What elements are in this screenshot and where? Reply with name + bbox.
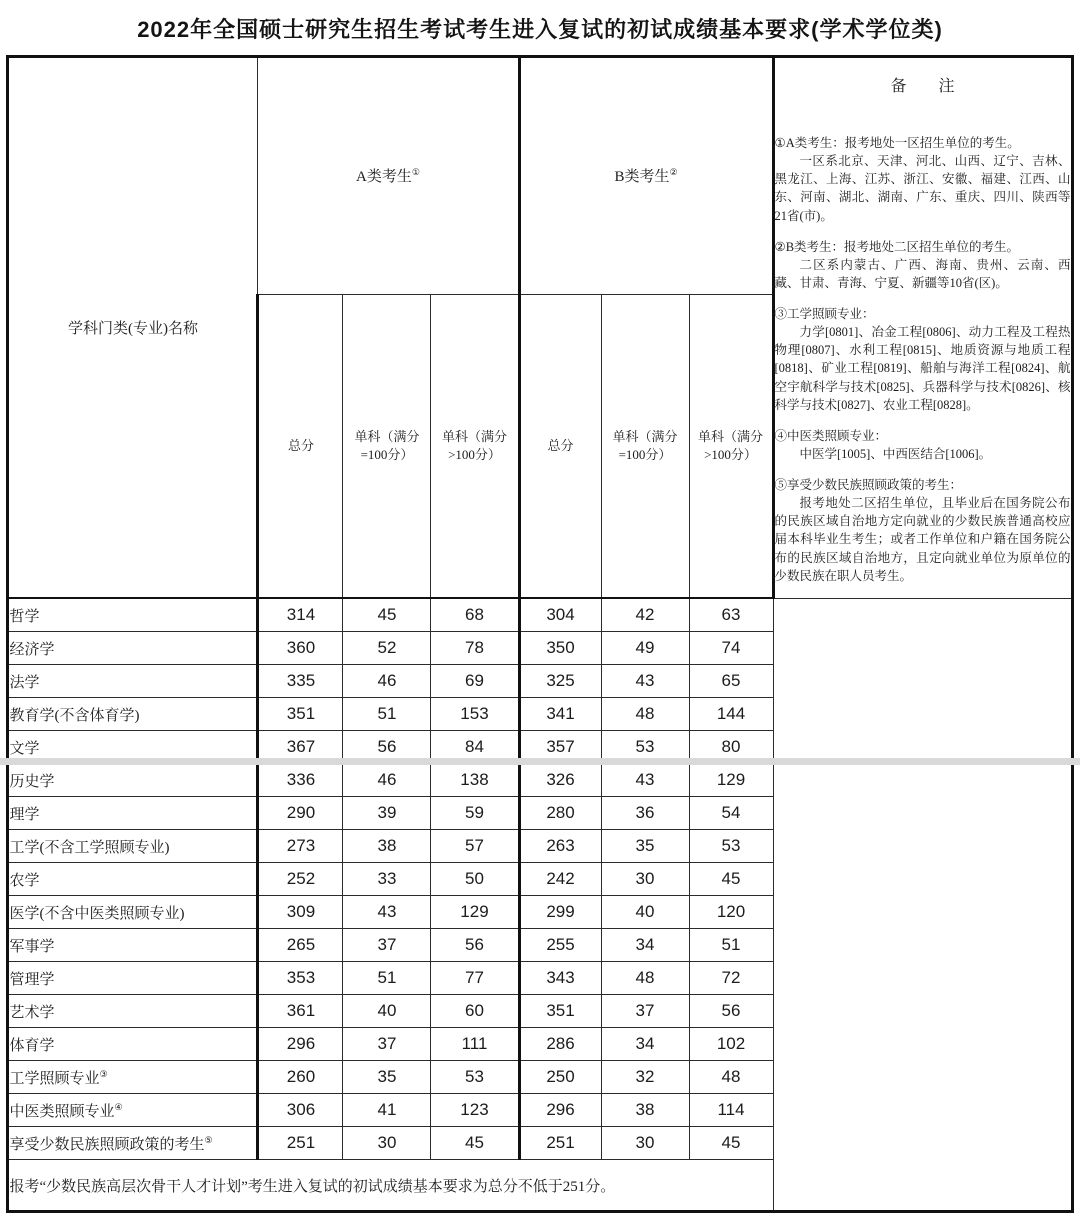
subject-name-cell xyxy=(8,863,258,896)
score-cell: 52 xyxy=(343,632,431,665)
score-cell: 38 xyxy=(343,830,431,863)
group-a-label: A类考生 xyxy=(356,169,412,186)
table-row xyxy=(8,1061,1072,1094)
score-cell: 49 xyxy=(601,632,689,665)
score-cell: 45 xyxy=(689,863,773,896)
sub-header-single-100-a: 单科（满分=100分） xyxy=(343,294,431,598)
score-cell: 51 xyxy=(689,929,773,962)
score-cell: 34 xyxy=(601,929,689,962)
score-cell: 32 xyxy=(601,1061,689,1094)
table-row xyxy=(8,1127,1072,1160)
score-cell: 120 xyxy=(689,896,773,929)
score-cell: 68 xyxy=(431,598,519,632)
score-cell: 251 xyxy=(258,1127,343,1160)
score-cell: 343 xyxy=(519,962,601,995)
score-cell: 69 xyxy=(431,665,519,698)
subject-name-cell xyxy=(8,1127,258,1160)
subject-name-cell xyxy=(8,764,258,797)
subject-name: 农学 xyxy=(9,872,40,889)
table-row xyxy=(8,698,1072,731)
table-row xyxy=(8,598,1072,632)
score-cell: 54 xyxy=(689,797,773,830)
table-row xyxy=(8,929,1072,962)
table-row xyxy=(8,830,1072,863)
score-cell: 43 xyxy=(601,764,689,797)
score-cell: 65 xyxy=(689,665,773,698)
subject-name: 历史学 xyxy=(9,773,55,790)
subject-name: 教育学(不含体育学) xyxy=(9,707,140,724)
score-cell: 296 xyxy=(258,1028,343,1061)
score-cell: 84 xyxy=(431,731,519,764)
score-cell: 43 xyxy=(343,896,431,929)
sub-header-single-over-100-a: 单科（满分>100分） xyxy=(431,294,519,598)
score-cell: 129 xyxy=(689,764,773,797)
score-cell: 314 xyxy=(258,598,343,632)
page-title: 2022年全国硕士研究生招生考试考生进入复试的初试成绩基本要求(学术学位类) xyxy=(137,17,943,42)
column-header-group-b xyxy=(519,57,773,295)
score-cell: 46 xyxy=(343,764,431,797)
table-row xyxy=(8,797,1072,830)
score-cell: 40 xyxy=(601,896,689,929)
score-cell: 251 xyxy=(519,1127,601,1160)
score-cell: 304 xyxy=(519,598,601,632)
score-cell: 357 xyxy=(519,731,601,764)
score-cell: 38 xyxy=(601,1094,689,1127)
score-cell: 144 xyxy=(689,698,773,731)
score-cell: 57 xyxy=(431,830,519,863)
subject-name-cell xyxy=(8,1094,258,1127)
subject-name: 享受少数民族照顾政策的考生 xyxy=(9,1136,205,1153)
score-cell: 296 xyxy=(519,1094,601,1127)
score-cell: 325 xyxy=(519,665,601,698)
score-cell: 265 xyxy=(258,929,343,962)
score-cell: 252 xyxy=(258,863,343,896)
score-cell: 290 xyxy=(258,797,343,830)
score-cell: 45 xyxy=(689,1127,773,1160)
score-cell: 72 xyxy=(689,962,773,995)
note-body: 报考地处二区招生单位，且毕业后在国务院公布的民族区域自治地方定向就业的少数民族普通高校应届本科毕业生考生；或者工作单位和户籍在国务院公布的民族区域自治地方，且定向就业单位为原单位的少数民族在职人员考生。 xyxy=(774,496,1071,583)
score-cell: 299 xyxy=(519,896,601,929)
score-cell: 53 xyxy=(431,1061,519,1094)
score-cell: 37 xyxy=(601,995,689,1028)
scan-edge-strip xyxy=(0,758,1080,765)
score-cell: 42 xyxy=(601,598,689,632)
score-cell: 153 xyxy=(431,698,519,731)
sub-header-single-100-b: 单科（满分=100分） xyxy=(601,294,689,598)
subject-name: 体育学 xyxy=(9,1037,55,1054)
table-row xyxy=(8,1094,1072,1127)
subject-name: 军事学 xyxy=(9,938,55,955)
subject-name-cell xyxy=(8,962,258,995)
score-cell: 30 xyxy=(343,1127,431,1160)
subject-name-cell xyxy=(8,598,258,632)
subject-name-cell xyxy=(8,929,258,962)
score-cell: 360 xyxy=(258,632,343,665)
score-cell: 306 xyxy=(258,1094,343,1127)
remarks-note xyxy=(775,476,1071,585)
score-cell: 35 xyxy=(343,1061,431,1094)
score-cell: 39 xyxy=(343,797,431,830)
header-row-groups xyxy=(8,57,1072,295)
score-cell: 53 xyxy=(689,830,773,863)
score-cell: 361 xyxy=(258,995,343,1028)
score-cell: 43 xyxy=(601,665,689,698)
table-row xyxy=(8,995,1072,1028)
score-cell: 123 xyxy=(431,1094,519,1127)
subject-name: 工学(不含工学照顾专业) xyxy=(9,839,170,856)
column-header-subject: 学科门类(专业)名称 xyxy=(8,57,258,599)
table-row xyxy=(8,632,1072,665)
subject-name-cell xyxy=(8,632,258,665)
subject-name: 工学照顾专业 xyxy=(9,1070,100,1087)
score-table xyxy=(6,55,1073,1213)
subject-name: 经济学 xyxy=(9,641,55,658)
note-body: 中医学[1005]、中西医结合[1006]。 xyxy=(799,446,992,461)
subject-name-cell xyxy=(8,698,258,731)
score-cell: 242 xyxy=(519,863,601,896)
score-cell: 53 xyxy=(601,731,689,764)
score-cell: 273 xyxy=(258,830,343,863)
table-footer-row xyxy=(8,1160,1072,1212)
subject-name-cell xyxy=(8,1061,258,1094)
score-cell: 280 xyxy=(519,797,601,830)
score-cell: 50 xyxy=(431,863,519,896)
note-body: 力学[0801]、冶金工程[0806]、动力工程及工程热物理[0807]、水利工程[0815]、地质资源与地质工程[0818]、矿业工程[0819]、船舶与海洋工程[0824]、航空宇航科学与技术[0825]、兵器科学与技术[0826]、核科学与技术[0827]、农业工程[0828]。 xyxy=(774,325,1071,412)
remarks-note xyxy=(775,427,1071,463)
score-cell: 40 xyxy=(343,995,431,1028)
table-row xyxy=(8,1028,1072,1061)
table-row xyxy=(8,863,1072,896)
note-head: ②B类考生：报考地处二区招生单位的考生。 xyxy=(774,239,1020,254)
subject-name: 理学 xyxy=(9,806,40,823)
score-cell: 30 xyxy=(601,863,689,896)
score-cell: 102 xyxy=(689,1028,773,1061)
note-body: 二区系内蒙古、广西、海南、贵州、云南、西藏、甘肃、青海、宁夏、新疆等10省(区)。 xyxy=(774,257,1071,290)
score-cell: 367 xyxy=(258,731,343,764)
score-cell: 45 xyxy=(431,1127,519,1160)
remarks-header: 备 注 xyxy=(890,78,955,95)
subject-name-cell xyxy=(8,797,258,830)
subject-name: 文学 xyxy=(9,740,40,757)
note-head: ⑤享受少数民族照顾政策的考生： xyxy=(774,478,963,492)
score-cell: 341 xyxy=(519,698,601,731)
score-cell: 129 xyxy=(431,896,519,929)
score-cell: 46 xyxy=(343,665,431,698)
score-cell: 37 xyxy=(343,929,431,962)
subject-name: 中医类照顾专业 xyxy=(9,1103,115,1120)
score-cell: 51 xyxy=(343,698,431,731)
score-cell: 250 xyxy=(519,1061,601,1094)
score-cell: 41 xyxy=(343,1094,431,1127)
score-cell: 56 xyxy=(431,929,519,962)
note-body: 一区系北京、天津、河北、山西、辽宁、吉林、黑龙江、上海、江苏、浙江、安徽、福建、江西、山东、河南、湖北、湖南、广东、重庆、四川、陕西等21省(市)。 xyxy=(774,154,1071,223)
subject-name: 哲学 xyxy=(9,608,40,625)
score-cell: 326 xyxy=(519,764,601,797)
score-cell: 353 xyxy=(258,962,343,995)
column-header-group-a xyxy=(258,57,519,295)
note-head: ①A类考生：报考地处一区招生单位的考生。 xyxy=(774,136,1020,150)
subject-name-cell xyxy=(8,896,258,929)
table-row xyxy=(8,962,1072,995)
score-cell: 36 xyxy=(601,797,689,830)
subject-name-cell xyxy=(8,1028,258,1061)
table-row xyxy=(8,764,1072,797)
score-cell: 80 xyxy=(689,731,773,764)
subject-name: 医学(不含中医类照顾专业) xyxy=(9,905,185,922)
score-cell: 37 xyxy=(343,1028,431,1061)
subject-name-cell xyxy=(8,665,258,698)
score-cell: 48 xyxy=(689,1061,773,1094)
score-cell: 77 xyxy=(431,962,519,995)
score-cell: 260 xyxy=(258,1061,343,1094)
group-b-label: B类考生 xyxy=(614,169,670,186)
note-head: ④中医类照顾专业： xyxy=(774,428,888,443)
score-cell: 351 xyxy=(258,698,343,731)
footnote-ref-1-icon: ① xyxy=(411,167,420,178)
note-head: ③工学照顾专业： xyxy=(774,307,875,321)
footnote-ref-2-icon: ② xyxy=(669,167,678,178)
score-cell: 56 xyxy=(343,731,431,764)
score-cell: 48 xyxy=(601,698,689,731)
score-cell: 48 xyxy=(601,962,689,995)
score-cell: 138 xyxy=(431,764,519,797)
score-cell: 111 xyxy=(431,1028,519,1061)
score-cell: 56 xyxy=(689,995,773,1028)
score-cell: 263 xyxy=(519,830,601,863)
remarks-notes xyxy=(775,134,1071,585)
score-cell: 35 xyxy=(601,830,689,863)
score-cell: 114 xyxy=(689,1094,773,1127)
score-cell: 59 xyxy=(431,797,519,830)
remarks-note xyxy=(775,134,1071,225)
table-row xyxy=(8,896,1072,929)
score-cell: 74 xyxy=(689,632,773,665)
score-cell: 78 xyxy=(431,632,519,665)
score-cell: 350 xyxy=(519,632,601,665)
subject-name: 管理学 xyxy=(9,971,55,988)
minority-plan-note: 报考“少数民族高层次骨干人才计划”考生进入复试的初试成绩基本要求为总分不低于251分。 xyxy=(8,1160,773,1212)
score-cell: 286 xyxy=(519,1028,601,1061)
score-cell: 336 xyxy=(258,764,343,797)
score-cell: 309 xyxy=(258,896,343,929)
footnote-ref-icon: ⑤ xyxy=(204,1134,213,1145)
remarks-note xyxy=(775,238,1071,292)
remarks-cell xyxy=(773,57,1072,599)
score-cell: 60 xyxy=(431,995,519,1028)
score-cell: 335 xyxy=(258,665,343,698)
remarks-note xyxy=(775,305,1071,414)
score-cell: 30 xyxy=(601,1127,689,1160)
subject-name-cell xyxy=(8,995,258,1028)
score-cell: 255 xyxy=(519,929,601,962)
footnote-ref-icon: ④ xyxy=(114,1101,123,1112)
table-row xyxy=(8,665,1072,698)
score-cell: 51 xyxy=(343,962,431,995)
subject-name: 艺术学 xyxy=(9,1004,55,1021)
score-cell: 351 xyxy=(519,995,601,1028)
score-cell: 45 xyxy=(343,598,431,632)
footnote-ref-icon: ③ xyxy=(99,1068,108,1079)
page xyxy=(0,13,1080,1213)
subject-name-cell xyxy=(8,830,258,863)
sub-header-total-b: 总分 xyxy=(519,294,601,598)
sub-header-total-a: 总分 xyxy=(258,294,343,598)
subject-name: 法学 xyxy=(9,674,40,691)
score-cell: 63 xyxy=(689,598,773,632)
score-cell: 33 xyxy=(343,863,431,896)
score-cell: 34 xyxy=(601,1028,689,1061)
sub-header-single-over-100-b: 单科（满分>100分） xyxy=(689,294,773,598)
